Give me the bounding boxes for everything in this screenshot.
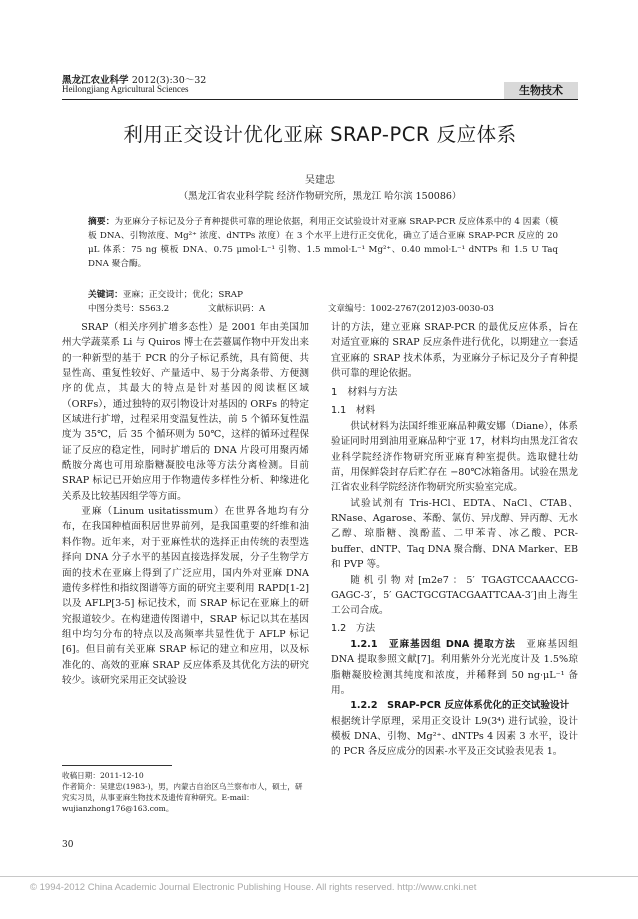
- keywords: [88, 288, 558, 302]
- method-heading: 1.2.1 亚麻基因组 DNA 提取方法: [350, 638, 516, 650]
- keywords-label: 关键词：: [88, 290, 123, 300]
- header-rule: [62, 99, 578, 100]
- author-affiliation: （黑龙江省农业科学院 经济作物研究所，黑龙江 哈尔滨 150086）: [178, 191, 462, 202]
- method-heading: 1.2.2 SRAP-PCR 反应体系优化的正交试验设计: [350, 700, 570, 712]
- footnote-rule: [62, 765, 172, 766]
- footnote: [62, 770, 307, 814]
- keywords-text: 亚麻；正交设计；优化；SRAP: [122, 290, 243, 300]
- body-paragraph: 随机引物对[m2e7：5′ TGAGTCCAAACCG-GAGC-3′，5′ GACTGCGTACGAATTCAA-3′]由上海生工公司合成。: [331, 574, 578, 617]
- author-name: 吴建忠: [305, 175, 335, 186]
- clc-number: 中图分类号：S563.2: [88, 304, 170, 314]
- abstract-label: 摘要：: [88, 217, 115, 227]
- copyright-rule: [0, 876, 638, 877]
- article-number: 文章编号：1002-2767(2012)03-0030-03: [328, 304, 494, 314]
- journal-issue: 2012(3):30～32: [131, 75, 207, 86]
- method-text: 根据统计学原理，采用正交设计 L9(3⁴) 进行试验，设计模板 DNA、引物、Mg²⁺、dNTPs 4 因素 3 水平，设计的 PCR 各反应成分的因素-水平及正交试验表见表 1。: [331, 700, 579, 758]
- left-column: [62, 320, 309, 688]
- received-date: 收稿日期：2011-12-10: [62, 771, 144, 780]
- body-paragraph: 供试材料为法国纤维亚麻品种戴安娜（Diane），体系验证同时用到油用亚麻品种宁亚 17，材料均由黑龙江省农业科学院经济作物研究所亚麻育种室提供。选取健壮幼苗，用保鲜袋封存后贮存在 −80℃冰箱备用。试验在黑龙江省农业科学院经济作物研究所实验室完成。: [331, 421, 578, 494]
- abstract-text: 为亚麻分子标记及分子育种提供可靠的理论依据，利用正交试验设计对亚麻 SRAP-PCR 反应体系中的 4 因素（模板 DNA、引物浓度、Mg²⁺ 浓度、dNTPs 浓度）在 3 个水平上进行正交优化，确立了适合亚麻 SRAP-PCR 反应的 20 μL 体系：75 ng 模板 DNA、0.75 μmol·L⁻¹ 引物、1.5 mmol·L⁻¹ Mg²⁺、0.40 mmol·L⁻¹ dNTPs 和 1.5 U Taq DNA 聚合酶。: [88, 217, 559, 269]
- paper-title: 利用正交设计优化亚麻 SRAP-PCR 反应体系: [123, 123, 517, 146]
- right-column: [331, 320, 578, 760]
- author-info: 作者简介：吴建忠(1983-)，男，内蒙古自治区乌兰察布市人，硕士，研究实习员，从事亚麻生物技术及遗传育种研究。E-mail：wujianzhong176@163.com。: [62, 782, 303, 813]
- section-heading: 1 材料与方法: [331, 387, 398, 399]
- body-paragraph: 试验试剂有 Tris-HCl、EDTA、NaCl、CTAB、RNase、Agarose、苯酚、氯仿、异戊醇、异丙醇、无水乙醇、琼脂糖、溴酚蓝、二甲苯青、冰乙酸、PCR-buffer、dNTP、Taq DNA 聚合酶、DNA Marker、EB 和 PVP 等。: [331, 497, 578, 571]
- section-tag: 生物技术: [504, 82, 578, 99]
- body-paragraph: 亚麻（Linum usitatissmum）在世界各地均有分布，在我国种植面积居世界前列，是我国重要的纤维和油料作物。近年来，对于亚麻性状的选择正由传统的表型选择向 DNA 分子水平的基因直接选择发展，分子生物学方面的技术在亚麻上得到了广泛应用，国内外对亚麻 DNA 遗传多样性和指纹图谱等方面的研究主要利用 RAPD[1-2] 以及 AFLP[3-5] 标记技术，而 SRAP 标记在亚麻上的研究报道较少。在构建遗传图谱中，SRAP 标记以其在基因组中均匀分布的特点以及高频率共显性优于 AFLP 标记[6]。但目前有关亚麻 SRAP 标记的建立和应用，以及标准化的、高效的亚麻 SRAP 反应体系及其优化方法的研究较少。该研究采用正交试验设: [62, 506, 309, 686]
- copyright-notice: © 1994-2012 China Academic Journal Electronic Publishing House. All rights reserved. http://www.cnki.net: [30, 882, 477, 893]
- journal-title-cn: 黑龙江农业科学: [62, 75, 129, 86]
- abstract: [88, 215, 558, 271]
- page-number: 30: [62, 840, 74, 850]
- method-paragraph: [331, 698, 578, 759]
- method-paragraph: [331, 637, 578, 698]
- article-meta: [88, 302, 568, 316]
- document-code: 文献标识码：A: [208, 304, 266, 314]
- subsection-heading: 1.1 材料: [331, 404, 376, 416]
- journal-name-en: Heilongjiang Agricultural Sciences: [62, 84, 189, 94]
- body-paragraph: 计的方法，建立亚麻 SRAP-PCR 的最优反应体系，旨在对适宜亚麻的 SRAP 反应条件进行优化，以期建立一套适宜亚麻的 SRAP 技术体系，为亚麻分子标记及分子育种提供可靠的理论依据。: [331, 322, 578, 380]
- subsection-heading: 1.2 方法: [331, 622, 376, 634]
- body-paragraph: SRAP（相关序列扩增多态性）是 2001 年由美国加州大学蔬菜系 Li 与 Quiros 博士在芸薹属作物中开发出来的一种新型的基于 PCR 的分子标记系统，具有简便、共显性高、重复性较好、产量适中、易于分离条带、方便测序的优点，其最大的特点是针对基因的阅读框区域（ORFs），通过独特的双引物设计对基因的 ORFs 的特定区域进行扩增，过程采用变温复性法，前 5 个循环复性温度为 35℃，后 35 个循环则为 50℃，这样的循环过程保证了反应的稳定性，同时扩增后的 DNA 片段可用聚丙烯酰胺分离也可用琼脂糖凝胶电泳等方法分离检测。目前 SRAP 标记已开始应用于作物遗传多样性分析、种缘进化关系及比较基因组学等方面。: [62, 322, 309, 502]
- method-text: 亚麻基因组 DNA 提取参照文献[7]。利用紫外分光光度计及 1.5%琼脂糖凝胶检测其纯度和浓度，并稀释到 50 ng·μL⁻¹ 备用。: [331, 638, 579, 696]
